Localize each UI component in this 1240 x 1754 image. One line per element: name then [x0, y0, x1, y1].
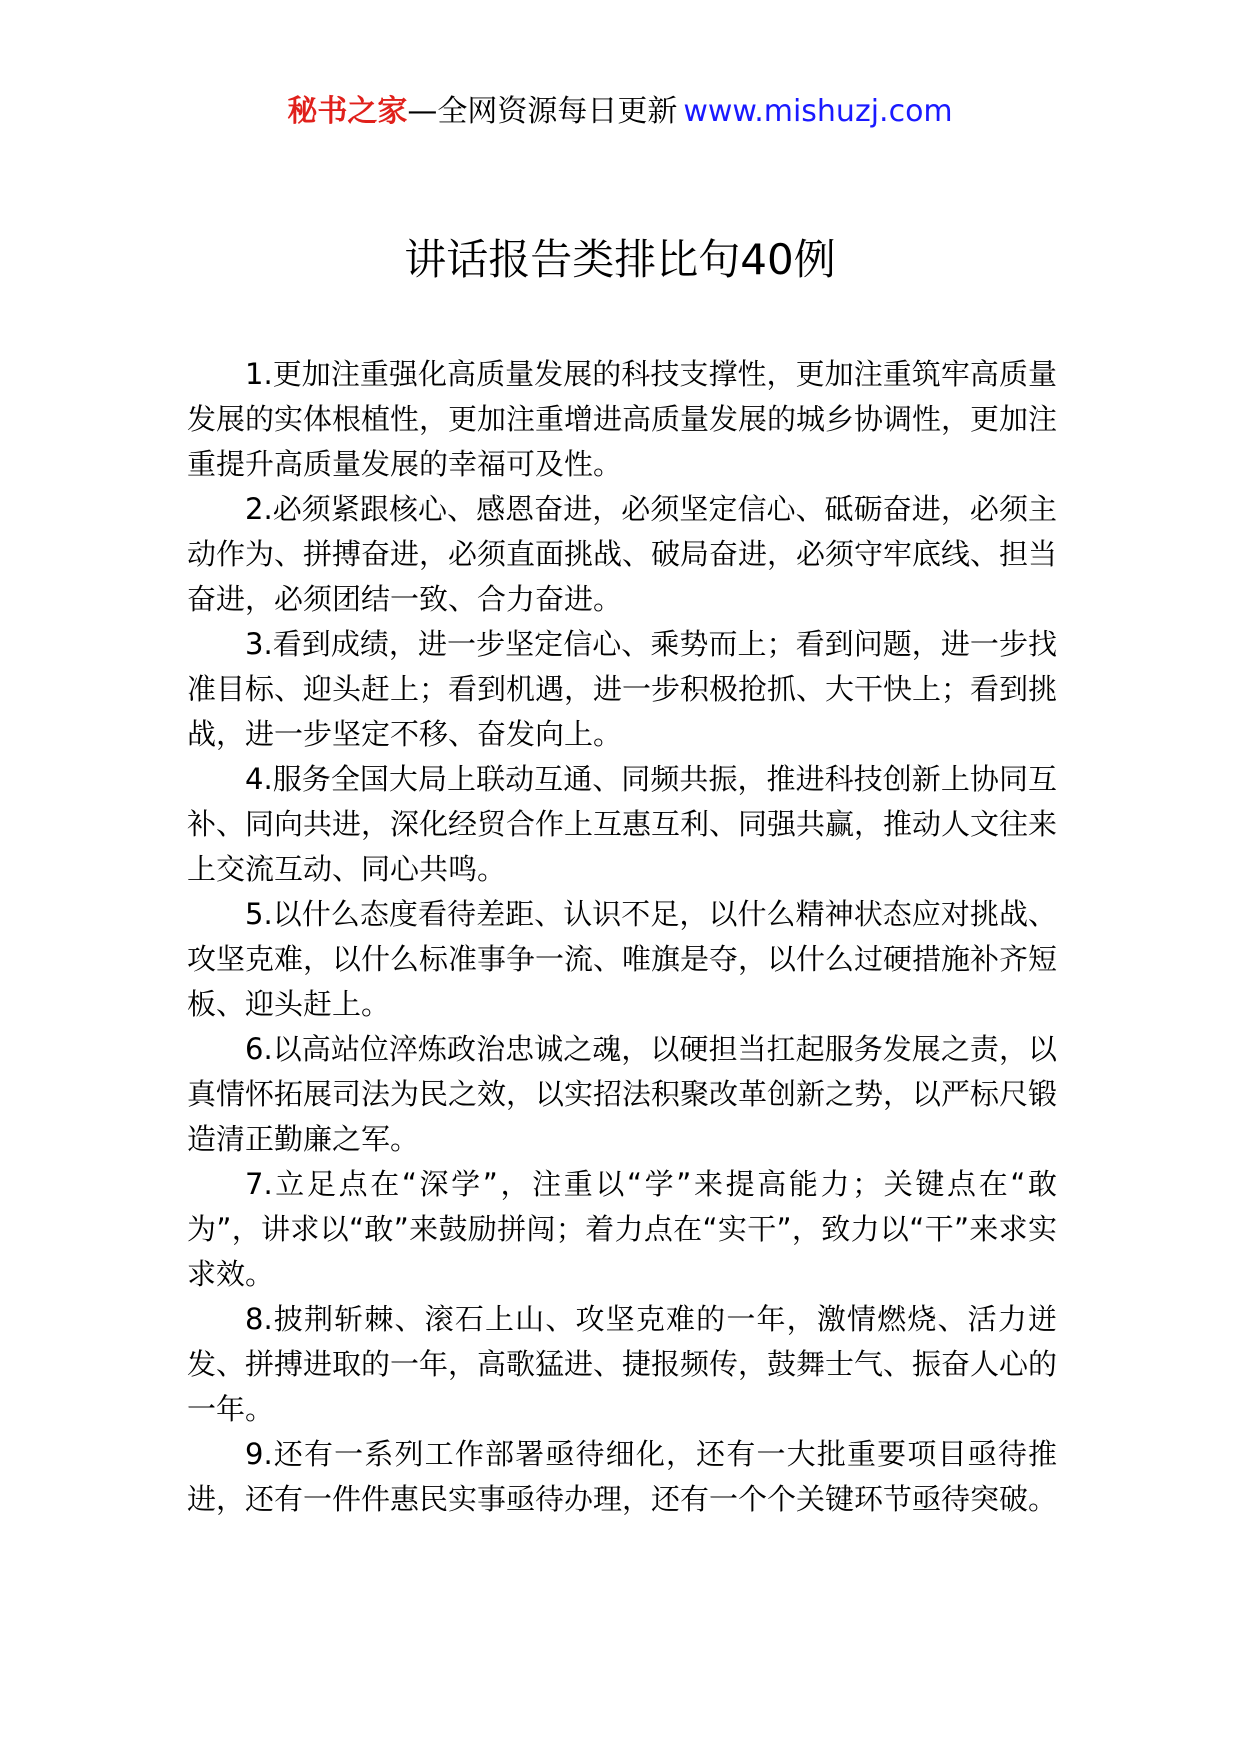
- paragraph-7: 7.立足点在“深学”，注重以“学”来提高能力；关键点在“敢为”，讲求以“敢”来鼓励拼闯；着力点在“实干”，致力以“干”来求实求效。: [187, 1167, 1057, 1291]
- paragraph-8: 8.披荆斩棘、滚石上山、攻坚克难的一年，激情燃烧、活力迸发、拼搏进取的一年，高歌猛进、捷报频传，鼓舞士气、振奋人心的一年。: [187, 1302, 1058, 1426]
- document-title: 讲话报告类排比句40例: [404, 235, 836, 284]
- paragraph-1: 1.更加注重强化高质量发展的科技支撑性，更加注重筑牢高质量发展的实体根植性，更加注重增进高质量发展的城乡协调性，更加注重提升高质量发展的幸福可及性。: [187, 357, 1058, 481]
- site-slogan: —全网资源每日更新: [407, 94, 678, 129]
- document-body: [187, 352, 1057, 1522]
- site-url-link[interactable]: www.mishuzj.com: [683, 94, 953, 129]
- paragraph-6: 6.以高站位淬炼政治忠诚之魂，以硬担当扛起服务发展之责，以真情怀拓展司法为民之效，以实招法积聚改革创新之势，以严标尺锻造清正勤廉之军。: [187, 1032, 1058, 1156]
- paragraph-5: 5.以什么态度看待差距、认识不足，以什么精神状态应对挑战、攻坚克难，以什么标准事争一流、唯旗是夺，以什么过硬措施补齐短板、迎头赶上。: [187, 897, 1058, 1021]
- paragraph-9: 9.还有一系列工作部署亟待细化，还有一大批重要项目亟待推进，还有一件件惠民实事亟待办理，还有一个个关键环节亟待突破。: [187, 1437, 1058, 1516]
- paragraph-4: 4.服务全国大局上联动互通、同频共振，推进科技创新上协同互补、同向共进，深化经贸合作上互惠互利、同强共赢，推动人文往来上交流互动、同心共鸣。: [187, 762, 1058, 886]
- paragraph-3: 3.看到成绩，进一步坚定信心、乘势而上；看到问题，进一步找准目标、迎头赶上；看到机遇，进一步积极抢抓、大干快上；看到挑战，进一步坚定不移、奋发向上。: [187, 627, 1058, 751]
- brand-name: 秘书之家: [287, 94, 408, 129]
- site-header: [0, 92, 1240, 132]
- paragraph-2: 2.必须紧跟核心、感恩奋进，必须坚定信心、砥砺奋进，必须主动作为、拼搏奋进，必须直面挑战、破局奋进，必须守牢底线、担当奋进，必须团结一致、合力奋进。: [187, 492, 1058, 616]
